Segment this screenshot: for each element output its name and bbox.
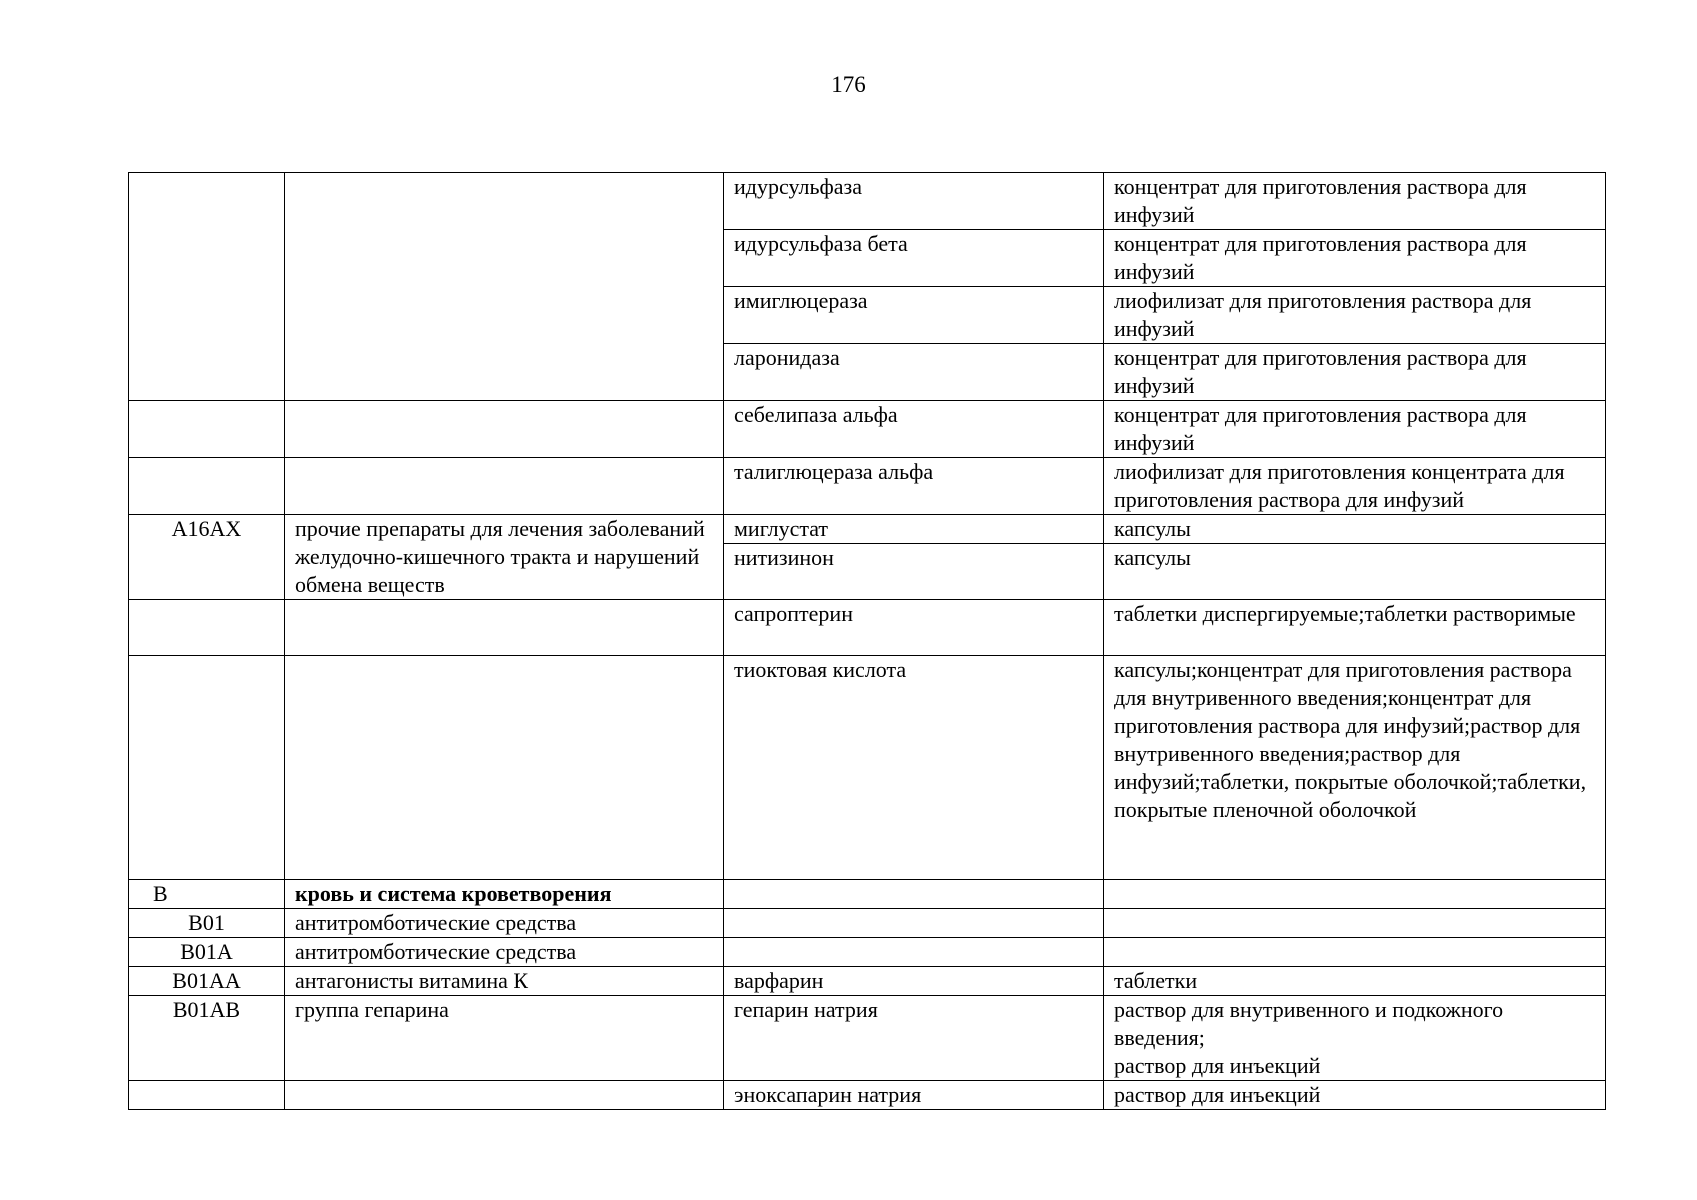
drug-name-cell: варфарин bbox=[724, 967, 1104, 996]
drug-name-cell: нитизинон bbox=[724, 544, 1104, 600]
dosage-form-cell: капсулы bbox=[1104, 515, 1606, 544]
page-number: 176 bbox=[831, 72, 866, 97]
dosage-form-cell: капсулы bbox=[1104, 544, 1606, 600]
atc-group-cell: антитромботические средства bbox=[285, 909, 724, 938]
dosage-form-cell: концентрат для приготовления раствора для инфузий bbox=[1104, 230, 1606, 287]
table-row bbox=[129, 909, 1606, 938]
drug-table bbox=[128, 172, 1606, 1110]
atc-code-cell bbox=[129, 458, 285, 515]
atc-group-cell: антитромботические средства bbox=[285, 938, 724, 967]
atc-code-cell bbox=[129, 656, 285, 880]
drug-name-cell: себелипаза альфа bbox=[724, 401, 1104, 458]
drug-name-cell: эноксапарин натрия bbox=[724, 1081, 1104, 1110]
dosage-form-cell: таблетки диспергируемые;таблетки растворимые bbox=[1104, 600, 1606, 656]
atc-code-cell: B01AA bbox=[129, 967, 285, 996]
dosage-form-cell: таблетки bbox=[1104, 967, 1606, 996]
atc-group-cell bbox=[285, 1081, 724, 1110]
atc-group-cell bbox=[285, 401, 724, 458]
drug-name-cell: идурсульфаза бета bbox=[724, 230, 1104, 287]
atc-group-cell: группа гепарина bbox=[285, 996, 724, 1081]
atc-code-cell bbox=[129, 600, 285, 656]
dosage-form-cell: концентрат для приготовления раствора для инфузий bbox=[1104, 173, 1606, 230]
table-row bbox=[129, 938, 1606, 967]
table-row bbox=[129, 1081, 1606, 1110]
atc-group-cell bbox=[285, 458, 724, 515]
atc-code-cell bbox=[129, 1081, 285, 1110]
drug-name-cell: ларонидаза bbox=[724, 344, 1104, 401]
drug-name-cell: сапроптерин bbox=[724, 600, 1104, 656]
dosage-form-cell: концентрат для приготовления раствора для инфузий bbox=[1104, 401, 1606, 458]
table-row bbox=[129, 515, 1606, 544]
atc-group-cell: кровь и система кроветворения bbox=[285, 880, 724, 909]
table-row bbox=[129, 401, 1606, 458]
dosage-form-cell: лиофилизат для приготовления концентрата для приготовления раствора для инфузий bbox=[1104, 458, 1606, 515]
atc-code-cell: B01 bbox=[129, 909, 285, 938]
dosage-form-cell: раствор для внутривенного и подкожного введения; раствор для инъекций bbox=[1104, 996, 1606, 1081]
dosage-form-cell: концентрат для приготовления раствора для инфузий bbox=[1104, 344, 1606, 401]
atc-code-cell bbox=[129, 173, 285, 401]
atc-code-cell: B01A bbox=[129, 938, 285, 967]
dosage-form-cell: лиофилизат для приготовления раствора для инфузий bbox=[1104, 287, 1606, 344]
atc-group-cell bbox=[285, 656, 724, 880]
dosage-form-cell bbox=[1104, 909, 1606, 938]
table-row bbox=[129, 600, 1606, 656]
drug-name-cell: тиоктовая кислота bbox=[724, 656, 1104, 880]
dosage-form-cell bbox=[1104, 938, 1606, 967]
atc-code-cell bbox=[129, 401, 285, 458]
table-row bbox=[129, 458, 1606, 515]
atc-group-cell bbox=[285, 600, 724, 656]
atc-code-cell: A16AX bbox=[129, 515, 285, 600]
drug-name-cell: гепарин натрия bbox=[724, 996, 1104, 1081]
drug-name-cell: миглустат bbox=[724, 515, 1104, 544]
atc-group-cell bbox=[285, 173, 724, 401]
drug-name-cell bbox=[724, 938, 1104, 967]
table-row bbox=[129, 880, 1606, 909]
drug-name-cell bbox=[724, 909, 1104, 938]
atc-group-cell: прочие препараты для лечения заболеваний желудочно-кишечного тракта и нарушений обмена веществ bbox=[285, 515, 724, 600]
drug-name-cell: имиглюцераза bbox=[724, 287, 1104, 344]
table-row bbox=[129, 656, 1606, 880]
drug-name-cell: талиглюцераза альфа bbox=[724, 458, 1104, 515]
atc-code-cell: B bbox=[129, 880, 285, 909]
dosage-form-cell: капсулы;концентрат для приготовления раствора для внутривенного введения;концентрат для приготовления раствора для инфузий;раствор для внутривенного введения;раствор для инфузий;таблетки, покрытые оболочкой;таблетки, покрытые пленочной оболочкой bbox=[1104, 656, 1606, 880]
table-row bbox=[129, 996, 1606, 1081]
table-row bbox=[129, 173, 1606, 230]
dosage-form-cell bbox=[1104, 880, 1606, 909]
drug-name-cell: идурсульфаза bbox=[724, 173, 1104, 230]
table-row bbox=[129, 967, 1606, 996]
dosage-form-cell: раствор для инъекций bbox=[1104, 1081, 1606, 1110]
atc-group-cell: антагонисты витамина К bbox=[285, 967, 724, 996]
drug-name-cell bbox=[724, 880, 1104, 909]
atc-code-cell: B01AB bbox=[129, 996, 285, 1081]
